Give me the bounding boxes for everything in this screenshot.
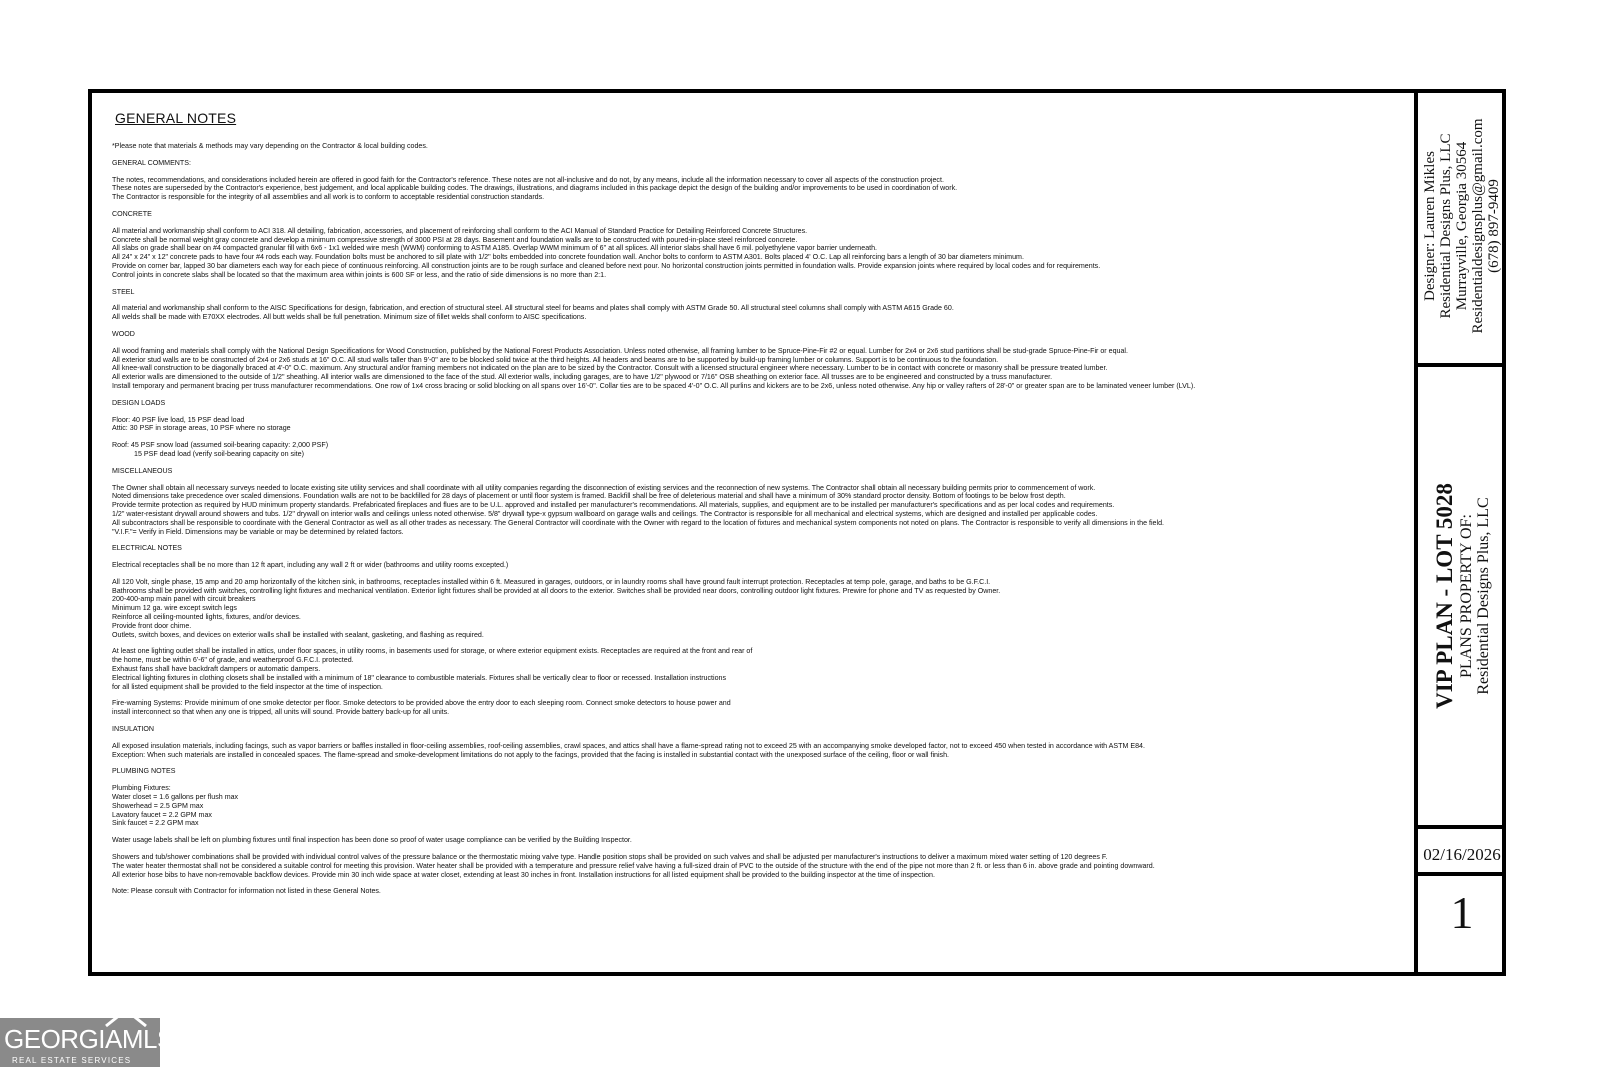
section-heading: DESIGN LOADS [112, 398, 166, 407]
note-line: install interconnect so that when any one is tripped, all units will sound. Provide battery back-up for all units. [112, 708, 450, 717]
title-block [1414, 89, 1506, 976]
note-line: "V.I.F."= Verify in Field. Dimensions may be variable or may be determined by related factors. [112, 527, 404, 536]
section-heading: WOOD [112, 329, 135, 338]
designer-line: (678) 897-9409 [1486, 179, 1502, 273]
section-wood [112, 330, 1402, 391]
note-line: 1/2" water-resistant drywall around showers and tubs. 1/2" drywall on interior walls and ceilings unless noted otherwise. 5/8" drywall type-x gypsum wallboard on garage walls and ceilings. The Contractor is responsible for all mechanical and electrical systems, which are designed and installed per applicable codes. [112, 509, 1098, 518]
closing-note: Note: Please consult with Contractor for information not listed in these General Notes. [112, 887, 381, 896]
note-line: the home, must be within 6'-6" of grade, and weatherproof G.F.C.I. protected. [112, 656, 354, 665]
disclaimer: *Please note that materials & methods may vary depending on the Contractor & local building codes. [112, 142, 428, 150]
section-heading: ELECTRICAL NOTES [112, 544, 182, 553]
note-line: Lavatory faucet = 2.2 GPM max [112, 810, 212, 819]
section-miscellaneous [112, 467, 1402, 537]
note-line: Provide termite protection as required by HUD minimum property standards. Prefabricated fireplaces and flues are to be U.L. approved and installed per manufacturer's recommendations. All materials, supplies, and equipment are to be installed per manufacturer's specifications and as per local codes and requirements. [112, 501, 1115, 510]
note-line: Sink faucet = 2.2 GPM max [112, 819, 199, 828]
plan-title: VIP PLAN - LOT 5028 [1432, 483, 1457, 709]
section-insulation [112, 725, 1402, 759]
note-line: Exception: When such materials are installed in concealed spaces. The flame-spread and smoke-development limitations do not apply to the facings, provided that the facing is installed in substantial contact with the unexposed surface of the ceiling, floor or wall finish. [112, 750, 950, 759]
note-line: Control joints in concrete slabs shall be located so that the maximum area within joints is 600 SF or less, and the ratio of side dimensions is no more than 2:1. [112, 270, 607, 279]
note-line: All slabs on grade shall bear on #4 compacted granular fill with 6x6 - 1x1 welded wire mesh (WWM) conforming to ASTM A185. Overlap WWM minimum of 6" at all splices. All interior slabs shall have 6 mil. polyethylene vapor barrier underneath. [112, 244, 878, 253]
plan-title-block [1418, 367, 1506, 829]
note-line: Showerhead = 2.5 GPM max [112, 801, 204, 810]
note-line: The notes, recommendations, and considerations included herein are offered in good faith for the Contractor's reference. These notes are not all-inclusive and do not, by any means, include all the information necessary to cover all aspects of the construction project. [112, 175, 944, 184]
note-line: Concrete shall be normal weight gray concrete and develop a minimum compressive strength of 3000 PSI at 28 days. Basement and foundation walls are to be constructed with poured-in-place steel reinforced concrete. [112, 235, 798, 244]
designer-line: Murrayville, Georgia 30564 [1454, 141, 1470, 311]
note-line: Install temporary and permanent bracing per truss manufacturer recommendations. One row of 1x4 cross bracing or solid blocking on all spans over 16'-0". Collar ties are to be spaced 4'-0" O.C. All purlins and kickers are to be 2x6, unless noted otherwise. Any hip or valley rafters of 28'-0" or greater span are to be laminated veneer lumber (LVL). [112, 381, 1196, 390]
note-line: All exterior walls are dimensioned to the outside of 1/2" sheathing. All interior walls are dimensioned to the face of the stud. All exterior walls, including garages, are to have 1/2" plywood or 7/16" OSB sheathing on exterior face. All trusses are to be engineered and constructed by a truss manufacturer. [112, 373, 1053, 382]
note-line: These notes are superseded by the Contractor's experience, best judgement, and local applicable building codes. The drawings, illustrations, and diagrams included in this package depict the design of the building and/or improvements to be used in coordination of work. [112, 184, 958, 193]
note-line: All exterior hose bibs to have non-removable backflow devices. Provide min 30 inch wide space at water closet, extending at least 30 inches in front. Installation instructions for all listed equipment shall be provided to the building inspector at the time of inspection. [112, 870, 935, 879]
note-line: All welds shall be made with E70XX electrodes. All butt welds shall be full penetration. Minimum size of fillet welds shall conform to AISC specifications. [112, 313, 587, 322]
note-line: Plumbing Fixtures: [112, 784, 171, 793]
section-heading: MISCELLANEOUS [112, 466, 173, 475]
note-line: Exhaust fans shall have backdraft dampers or automatic dampers. [112, 665, 321, 674]
section-heading: GENERAL COMMENTS: [112, 158, 191, 167]
logo-text: GEORGIAMLS [4, 1024, 174, 1054]
section-heading: STEEL [112, 287, 135, 296]
property-owner: Residential Designs Plus, LLC [1475, 497, 1492, 695]
general-notes-panel [112, 110, 1402, 970]
note-line: All exterior stud walls are to be constructed of 2x4 or 2x6 studs at 16" O.C. All stud walls taller than 9'-0" are to be blocked solid twice at the third heights. All headers and beams are to be supported by build-up framing lumber or columns. Support is to be continuous to the foundation. [112, 355, 999, 364]
notes-title: GENERAL NOTES [115, 110, 237, 126]
note-line: Attic: 30 PSF in storage areas, 10 PSF where no storage [112, 424, 291, 433]
note-line: Roof: 45 PSF snow load (assumed soil-bearing capacity: 2,000 PSF) [112, 441, 329, 450]
section-electrical [112, 544, 1402, 717]
note-line: All material and workmanship shall conform to ACI 318. All detailing, fabrication, accessories, and placement of reinforcing shall conform to the ACI Manual of Standard Practice for Detailing Reinforced Concrete Structures. [112, 226, 808, 235]
designer-line: Residential Designs Plus, LLC [1438, 133, 1454, 319]
note-line: Outlets, switch boxes, and devices on exterior walls shall be installed with sealant, gasketing, and flashing as required. [112, 630, 484, 639]
logo-subtitle: REAL ESTATE SERVICES [12, 1056, 132, 1065]
georgia-mls-logo [0, 1018, 174, 1067]
section-heading: CONCRETE [112, 209, 152, 218]
plan-date: 02/16/2026 [1423, 845, 1501, 864]
note-line: Fire-warning Systems: Provide minimum of one smoke detector per floor. Smoke detectors to be provided above the entry door to each sleeping room. Connect smoke detectors to house power and [112, 699, 731, 708]
note-line: for all listed equipment shall be provided to the field inspector at the time of inspection. [112, 682, 383, 691]
note-line: Provide front door chime. [112, 621, 192, 630]
date-block [1418, 829, 1506, 876]
sheet-number: 1 [1450, 887, 1474, 938]
designer-line: Residentialdesignsplus@gmail.com [1470, 118, 1486, 334]
note-line: Minimum 12 ga. wire except switch legs [112, 604, 237, 613]
note-line: Electrical receptacles shall be no more than 12 ft apart, including any wall 2 ft or wider (bathrooms and utility rooms excepted.) [112, 561, 509, 570]
note-line: All subcontractors shall be responsible to coordinate with the General Contractor as well as all other trades as necessary. The General Contractor will coordinate with the Owner with regard to the location of fixtures and mechanical system components not noted on plans. The Contractor is responsible to verify all dimensions in the field. [112, 518, 1164, 527]
note-line: Showers and tub/shower combinations shall be provided with individual control valves of the pressure balance or the thermostatic mixing valve type. Handle position stops shall be provided on such valves and shall be adjusted per manufacturer's instructions to deliver a maximum mixed water setting of 120 degrees F. [112, 853, 1108, 862]
designer-block [1418, 89, 1506, 367]
note-line: Water usage labels shall be left on plumbing fixtures until final inspection has been done so proof of water usage compliance can be verified by the Building Inspector. [112, 836, 632, 845]
note-line: All 120 Volt, single phase, 15 amp and 20 amp horizontally of the kitchen sink, in bathrooms, receptacles installed within 6 ft. Measured in garages, outdoors, or in laundry rooms shall have ground fault interrupt protection. Receptacles at temp pole, garage, and baths to be G.F.C.I. [112, 577, 991, 586]
note-line: Reinforce all ceiling-mounted lights, fixtures, and/or devices. [112, 613, 301, 622]
section-design-loads [112, 399, 1402, 459]
note-line: 15 PSF dead load (verify soil-bearing capacity on site) [134, 449, 304, 458]
note-line: The water heater thermostat shall not be considered a suitable control for meeting this provision. Water heater shall be provided with a temperature and pressure relief valve having a full-sized drain of PVC to the outside of the structure with the end of the pipe not more than 2 ft. or less than 6 in. above grade and pointing downward. [112, 861, 1155, 870]
note-line: All wood framing and materials shall comply with the National Design Specifications for Wood Construction, published by the National Forest Products Association. Unless noted otherwise, all framing lumber to be Spruce-Pine-Fir #2 or equal. Lumber for 2x4 or 2x6 stud partitions shall be stud-grade Spruce-Pine-Fir or equal. [112, 346, 1128, 355]
designer-line: Designer: Lauren Mikles [1422, 151, 1438, 301]
note-line: Bathrooms shall be provided with switches, controlling light fixtures and mechanical ventilation. Exterior light fixtures shall be provided at all doors to the exterior. Switches shall be provided near doors, controlling outdoor light fixtures. Prewire for phone and TV as requested by Owner. [112, 586, 1001, 595]
note-line: 200-400-amp main panel with circuit breakers [112, 595, 256, 604]
section-heading: PLUMBING NOTES [112, 767, 176, 776]
property-label: PLANS PROPERTY OF: [1458, 514, 1475, 678]
note-line: At least one lighting outlet shall be installed in attics, under floor spaces, in utility rooms, in basements used for storage, or where exterior equipment exists. Receptacles are required at the front and rear of [112, 647, 753, 656]
note-line: Floor: 40 PSF live load, 15 PSF dead load [112, 415, 245, 424]
section-concrete [112, 210, 1402, 280]
note-line: The Contractor is responsible for the integrity of all assemblies and all work is to conform to acceptable residential construction standards. [112, 193, 545, 202]
section-steel [112, 288, 1402, 322]
section-heading: INSULATION [112, 725, 155, 734]
note-line: Provide on corner bar, lapped 30 bar diameters each way for each piece of continuous reinforcing. All construction joints are to be rough surface and cleaned before next pour. No horizontal construction joints permitted in foundation walls. Provide expansion joints where required by local codes and for requirements. [112, 261, 1101, 270]
sheet-number-block [1418, 876, 1506, 968]
section-plumbing [112, 767, 1402, 896]
note-line: All knee-wall construction to be diagonally braced at 4'-0" O.C. maximum. Any structural and/or framing members not indicated on the plan are to be sized by the Contractor. Consult with a licensed structural engineer where necessary. Lumber to be in contact with concrete or masonry shall be pressure treated lumber. [112, 364, 1108, 373]
note-line: Noted dimensions take precedence over scaled dimensions. Foundation walls are not to be backfilled for 28 days of placement or until floor system is framed. Backfill shall be free of deleterious material and shall have a minimum of 30% standard proctor density. Bottom of footings to be below frost depth. [112, 492, 1066, 501]
note-line: All exposed insulation materials, including facings, such as vapor barriers or baffles installed in floor-ceiling assemblies, roof-ceiling assemblies, crawl spaces, and attics shall have a flame-spread rating not to exceed 25 with an accompanying smoke developed factor, not to exceed 450 when tested in accordance with ASTM E84. [112, 741, 1145, 750]
note-line: All material and workmanship shall conform to the AISC Specifications for design, fabrication, and erection of structural steel. All structural steel for beams and plates shall comply with ASTM Grade 50. All structural steel columns shall comply with ASTM A615 Grade 60. [112, 304, 954, 313]
note-line: All 24" x 24" x 12" concrete pads to have four #4 rods each way. Foundation bolts must be anchored to sill plate with 1/2" bolts embedded into concrete foundation wall. Anchor bolts to conform to ASTM A301. Bolts placed 4' O.C. Lap all reinforcing bars a length of 30 bar diameters minimum. [112, 253, 1024, 262]
note-line: Electrical lighting fixtures in clothing closets shall be installed with a minimum of 18" clearance to combustible materials. Fixtures shall be vertically clear to floor or recessed. Installation instructions [112, 673, 727, 682]
note-line: Water closet = 1.6 gallons per flush max [112, 793, 239, 802]
note-line: The Owner shall obtain all necessary surveys needed to locate existing site utility services and shall coordinate with all utility companies regarding the disconnection of existing services and the reconnection of new systems. The Contractor shall obtain all necessary building permits prior to commencement of work. [112, 483, 1096, 492]
section-general-comments [112, 159, 1402, 202]
